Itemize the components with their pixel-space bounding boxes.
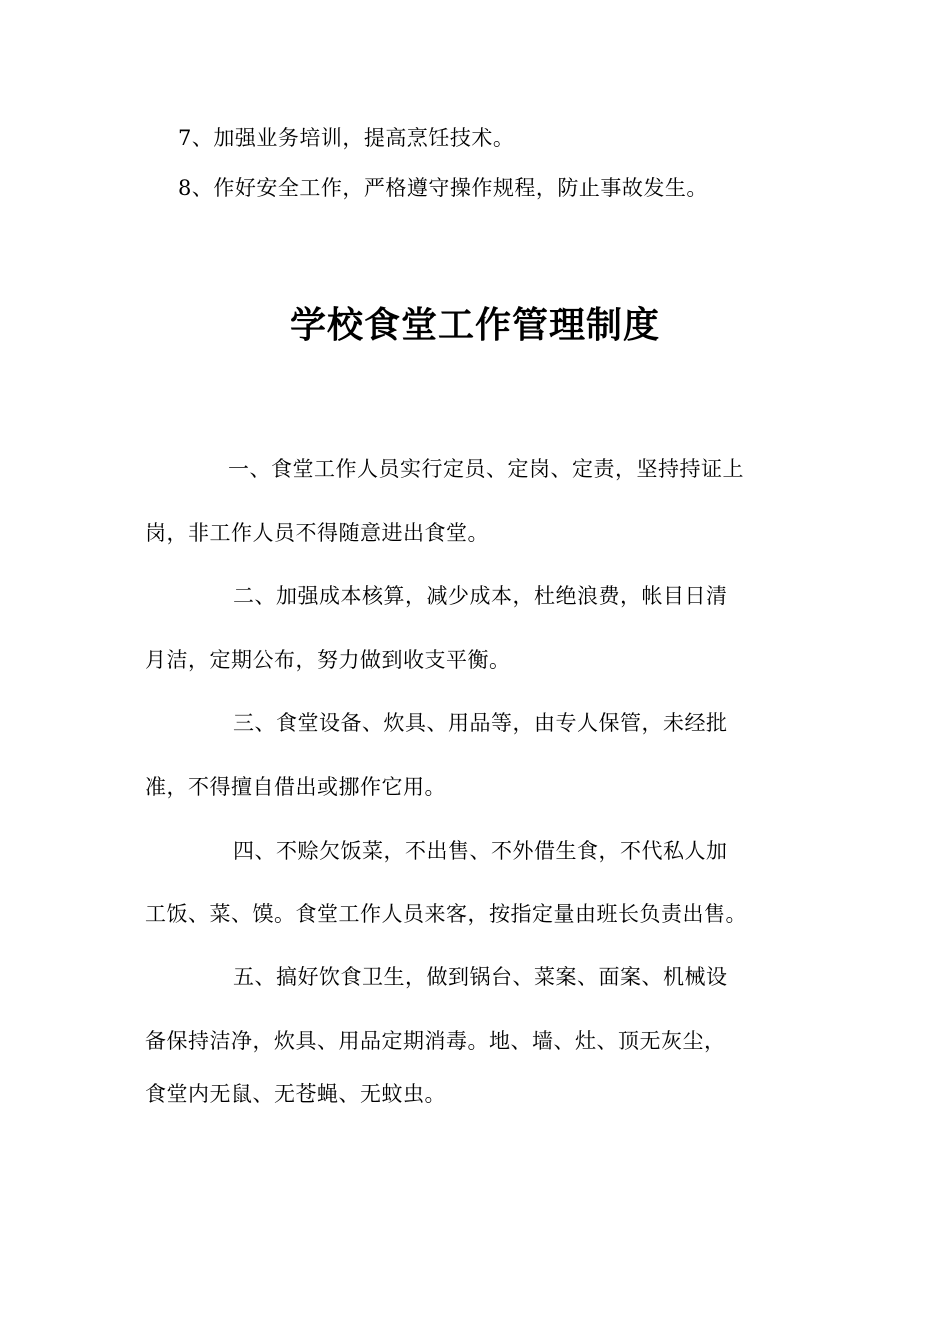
paragraph-line: 食堂内无鼠、无苍蝇、无蚊虫。 <box>145 1082 446 1106</box>
paragraph-line: 三、食堂设备、炊具、用品等，由专人保管，未经批 <box>233 711 728 735</box>
paragraph-line: 四、不赊欠饭菜，不出售、不外借生食，不代私人加 <box>233 839 728 863</box>
paragraph-line: 工饭、菜、馍。食堂工作人员来客，按指定量由班长负责出售。 <box>145 902 747 926</box>
paragraph-line: 岗，非工作人员不得随意进出食堂。 <box>145 521 489 545</box>
list-item-8: 8、作好安全工作，严格遵守操作规程，防止事故发生。 <box>178 176 708 200</box>
paragraph-line: 一、食堂工作人员实行定员、定岗、定责，坚持持证上 <box>228 457 744 481</box>
paragraph-line: 二、加强成本核算，减少成本，杜绝浪费，帐目日清 <box>233 584 728 608</box>
paragraph-line: 五、搞好饮食卫生，做到锅台、菜案、面案、机械设 <box>233 965 728 989</box>
paragraph-line: 准，不得擅自借出或挪作它用。 <box>145 775 446 799</box>
paragraph-line: 月洁，定期公布，努力做到收支平衡。 <box>145 648 511 672</box>
paragraph-line: 备保持洁净，炊具、用品定期消毒。地、墙、灶、顶无灰尘， <box>145 1029 726 1053</box>
list-item-7: 7、加强业务培训，提高烹饪技术。 <box>178 126 515 150</box>
document-title: 学校食堂工作管理制度 <box>289 305 660 346</box>
